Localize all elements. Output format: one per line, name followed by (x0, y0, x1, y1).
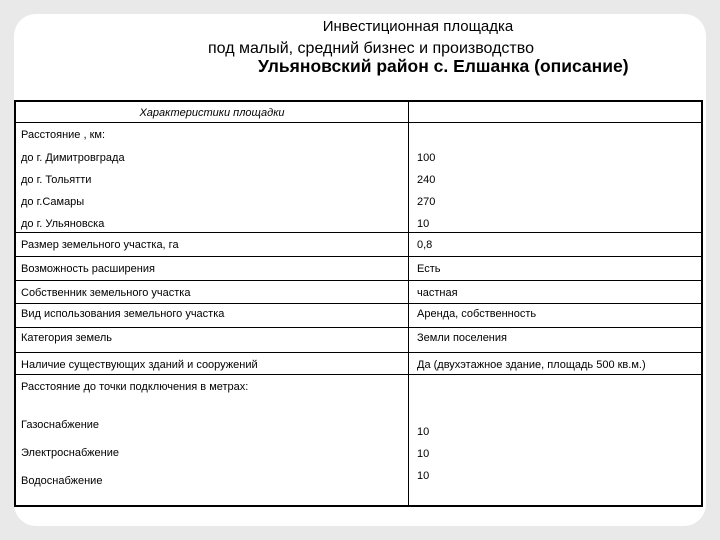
row-label-0: Размер земельного участка, га (21, 239, 179, 251)
utility-label-2: Водоснабжение (21, 475, 103, 487)
row-divider (16, 280, 701, 281)
distance-value-2: 270 (417, 196, 436, 208)
distance-label-3: до г. Ульяновска (21, 218, 105, 230)
utility-label-1: Электроснабжение (21, 447, 119, 459)
row-value-4: Земли поселения (417, 332, 507, 344)
row-value-1: Есть (417, 263, 441, 275)
title-line-2: под малый, средний бизнес и производство (208, 40, 534, 57)
distance-label: Расстояние , км: (21, 129, 106, 141)
row-label-2: Собственник земельного участка (21, 287, 191, 299)
row-label-1: Возможность расширения (21, 263, 155, 275)
utility-value-1: 10 (417, 448, 430, 460)
row-label-3: Вид использования земельного участка (21, 308, 225, 320)
row-label-4: Категория земель (21, 332, 112, 344)
row-label-5: Наличие существующих зданий и сооружений (21, 359, 258, 371)
row-divider (16, 374, 701, 375)
row-divider (16, 303, 701, 304)
row-divider (16, 327, 701, 328)
row-divider (16, 256, 701, 257)
utility-value-2: 10 (417, 470, 430, 482)
distance-value-1: 240 (417, 174, 436, 186)
utilities-label: Расстояние до точки подключения в метрах: (21, 381, 249, 393)
title-line-3: Ульяновский район с. Елшанка (описание) (258, 56, 629, 76)
row-value-5: Да (двухэтажное здание, площадь 500 кв.м.) (417, 359, 646, 371)
distance-label-0: до г. Димитровграда (21, 152, 125, 164)
row-value-3: Аренда, собственность (417, 308, 537, 320)
title-line-1 (0, 18, 720, 35)
distance-label-1: до г. Тольятти (21, 174, 92, 186)
characteristics-table (14, 100, 703, 507)
row-value-2: частная (417, 287, 458, 299)
utility-value-0: 10 (417, 426, 430, 438)
row-divider (16, 122, 701, 123)
title-line-1-text: Инвестиционная площадка (322, 18, 514, 35)
distance-value-0: 100 (417, 152, 436, 164)
distance-value-3: 10 (417, 218, 430, 230)
row-value-0: 0,8 (417, 239, 433, 251)
row-divider (16, 352, 701, 353)
distance-label-2: до г.Самары (21, 196, 85, 208)
row-divider (16, 232, 701, 233)
table-header: Характеристики площадки (139, 107, 285, 119)
utility-label-0: Газоснабжение (21, 419, 100, 431)
